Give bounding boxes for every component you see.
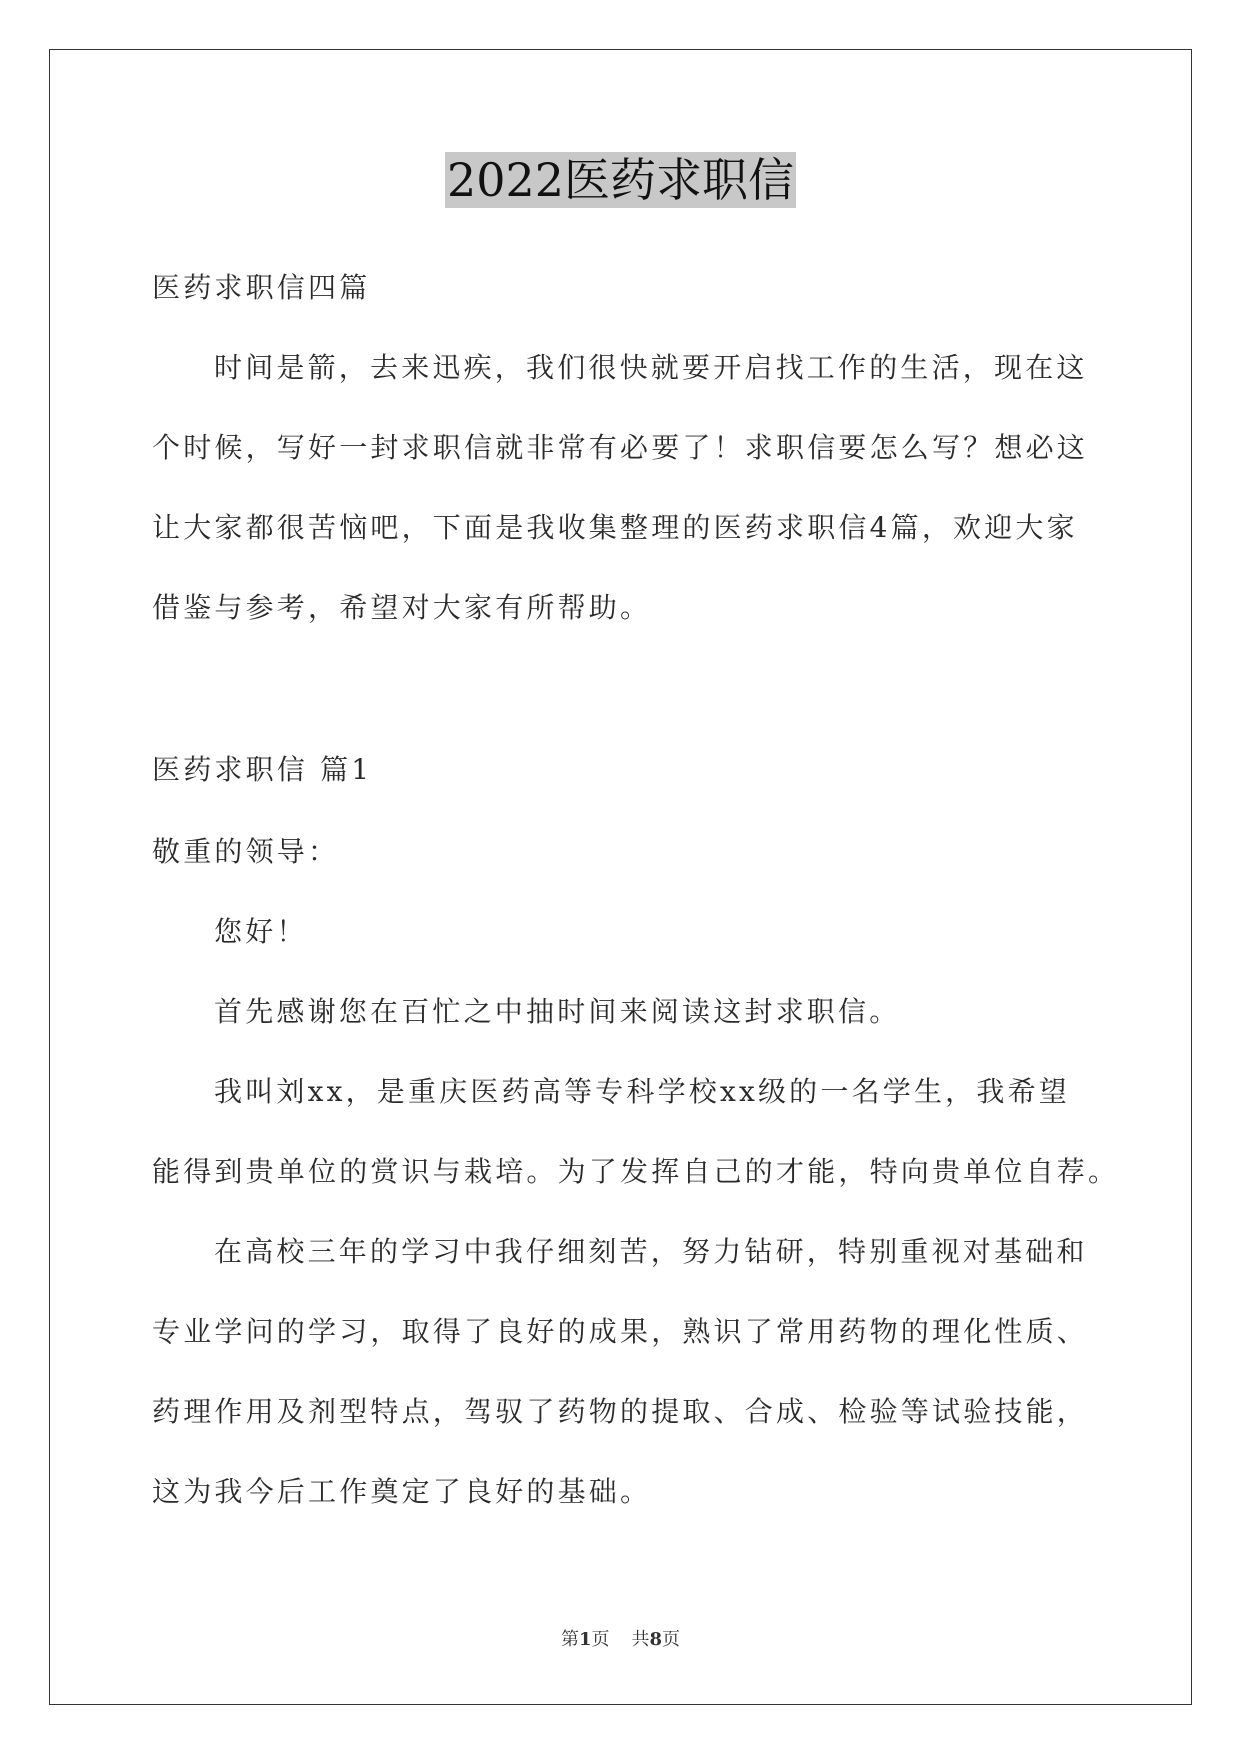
paragraph-3-line-4: 这为我今后工作奠定了良好的基础。	[152, 1475, 652, 1508]
total-pages: 8	[649, 1629, 663, 1650]
title-container	[0, 152, 1241, 208]
page-prefix: 第	[560, 1629, 579, 1650]
subtitle: 医药求职信四篇	[152, 271, 371, 304]
greeting: 您好！	[214, 915, 308, 948]
paragraph-1: 首先感谢您在百忙之中抽时间来阅读这封求职信。	[214, 995, 901, 1028]
intro-line-4: 借鉴与参考，希望对大家有所帮助。	[152, 591, 652, 624]
page-number: 1	[578, 1629, 592, 1650]
paragraph-2-line-1: 我叫刘xx，是重庆医药高等专科学校xx级的一名学生，我希望	[214, 1075, 1070, 1108]
page-footer	[0, 1628, 1241, 1652]
total-prefix: 共	[631, 1629, 650, 1650]
total-suffix: 页	[662, 1629, 681, 1650]
page-suffix: 页	[591, 1629, 610, 1650]
paragraph-3-line-1: 在高校三年的学习中我仔细刻苦，努力钻研，特别重视对基础和	[214, 1235, 1088, 1268]
paragraph-3-line-2: 专业学问的学习，取得了良好的成果，熟识了常用药物的理化性质、	[152, 1315, 1089, 1348]
section-heading: 医药求职信 篇1	[152, 753, 373, 786]
salutation: 敬重的领导：	[152, 835, 340, 868]
intro-line-1: 时间是箭，去来迅疾，我们很快就要开启找工作的生活，现在这	[214, 351, 1088, 384]
intro-line-2: 个时候，写好一封求职信就非常有必要了！求职信要怎么写？想必这	[152, 431, 1089, 464]
document-title: 2022医药求职信	[446, 153, 795, 207]
paragraph-3-line-3: 药理作用及剂型特点，驾驭了药物的提取、合成、检验等试验技能，	[152, 1395, 1089, 1428]
intro-line-3: 让大家都很苦恼吧，下面是我收集整理的医药求职信4篇，欢迎大家	[152, 511, 1078, 544]
paragraph-2-line-2: 能得到贵单位的赏识与栽培。为了发挥自己的才能，特向贵单位自荐。	[152, 1155, 1120, 1188]
